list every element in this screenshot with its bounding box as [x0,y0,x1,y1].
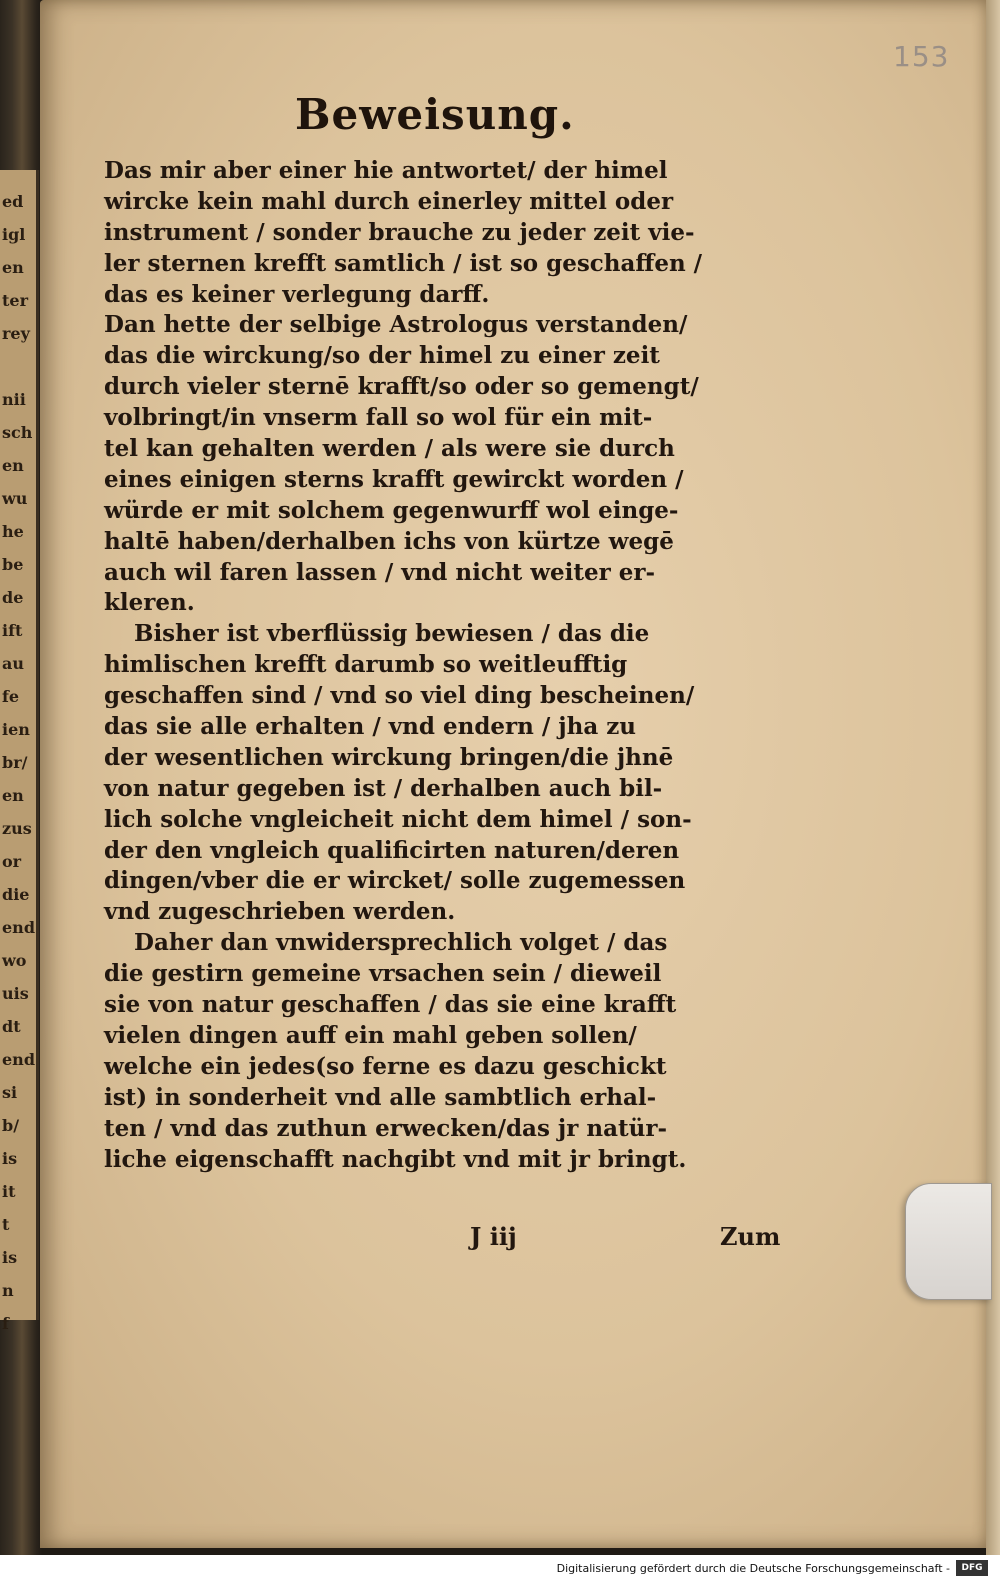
text-line: die gestirn gemeine vrsachen sein / dieweil [104,960,662,988]
page-edge-right [986,0,1000,1555]
text-line: der den vngleich qualificirten naturen/deren [104,836,680,864]
text-line: instrument / sonder brauche zu jeder zeit vie- [104,218,695,246]
text-line: durch vieler sternē krafft/so oder so gemengt/ [104,373,699,401]
text-line: liche eigenschafft nachgibt vnd mit jr bringt. [104,1145,687,1173]
text-line: Daher dan vnwidersprechlich volget / das [134,929,668,957]
text-line: wircke kein mahl durch einerley mittel oder [104,187,674,215]
text-line: Das mir aber einer hie antwortet/ der himel [104,157,668,184]
page-clip [905,1183,992,1300]
signature-mark: J iij [470,1222,517,1251]
body-text [104,156,804,1175]
text-line: tel kan gehalten werden / als were sie durch [104,435,675,463]
text-line: von natur gegeben ist / derhalben auch bil- [104,774,663,802]
text-line: das es keiner verlegung darff. [104,280,490,308]
text-line: himlischen krefft darumb so weitleufftig [104,651,628,679]
text-line: auch wil faren lassen / vnd nicht weiter er- [104,558,656,586]
footer-credit: Digitalisierung gefördert durch die Deutsche Forschungsgemeinschaft - [556,1562,950,1575]
text-line: der wesentlichen wirckung bringen/die jhnē [104,743,674,771]
text-line: ten / vnd das zuthun erwecken/das jr natür- [104,1114,667,1142]
dfg-logo: DFG [956,1560,988,1576]
text-line: das sie alle erhalten / vnd endern / jha zu [104,713,637,741]
text-line: Bisher ist vberflüssig bewiesen / das die [134,620,650,648]
text-line: das die wirckung/so der himel zu einer zeit [104,342,660,370]
text-line: würde er mit solchem gegenwurff wol einge- [104,496,679,524]
book-page [40,0,988,1548]
text-line: volbringt/in vnserm fall so wol für ein mit- [104,404,653,432]
text-line: ler sternen krefft samtlich / ist so geschaffen / [104,249,703,277]
text-line: vielen dingen auff ein mahl geben sollen/ [104,1021,637,1049]
text-line: sie von natur geschaffen / das sie eine krafft [104,991,677,1019]
catchword: Zum [720,1222,781,1251]
text-line: geschaffen sind / vnd so viel ding bescheinen/ [104,682,695,710]
text-line: kleren. [104,589,195,617]
page-heading: Beweisung. [295,90,575,139]
text-line: vnd zugeschrieben werden. [104,898,456,926]
facing-page-text-fragments: ed igl en ter rey nii sch en wu he be de ift au fe ien br/ en zus or die end wo uis dt end si b/ is it t is n f [2,192,35,1333]
text-line: eines einigen sterns krafft gewirckt worden / [104,465,684,493]
text-line: dingen/vber die er wircket/ solle zugemessen [104,867,686,895]
text-line: lich solche vngleicheit nicht dem himel / son- [104,805,692,833]
text-line: haltē haben/derhalben ichs von kürtze wegē [104,527,674,555]
text-line: Dan hette der selbige Astrologus verstanden/ [104,311,688,339]
text-line: welche ein jedes(so ferne es dazu geschickt [104,1052,667,1080]
text-line: ist) in sonderheit vnd alle sambtlich erhal- [104,1083,657,1111]
page-number: 153 [893,40,950,73]
